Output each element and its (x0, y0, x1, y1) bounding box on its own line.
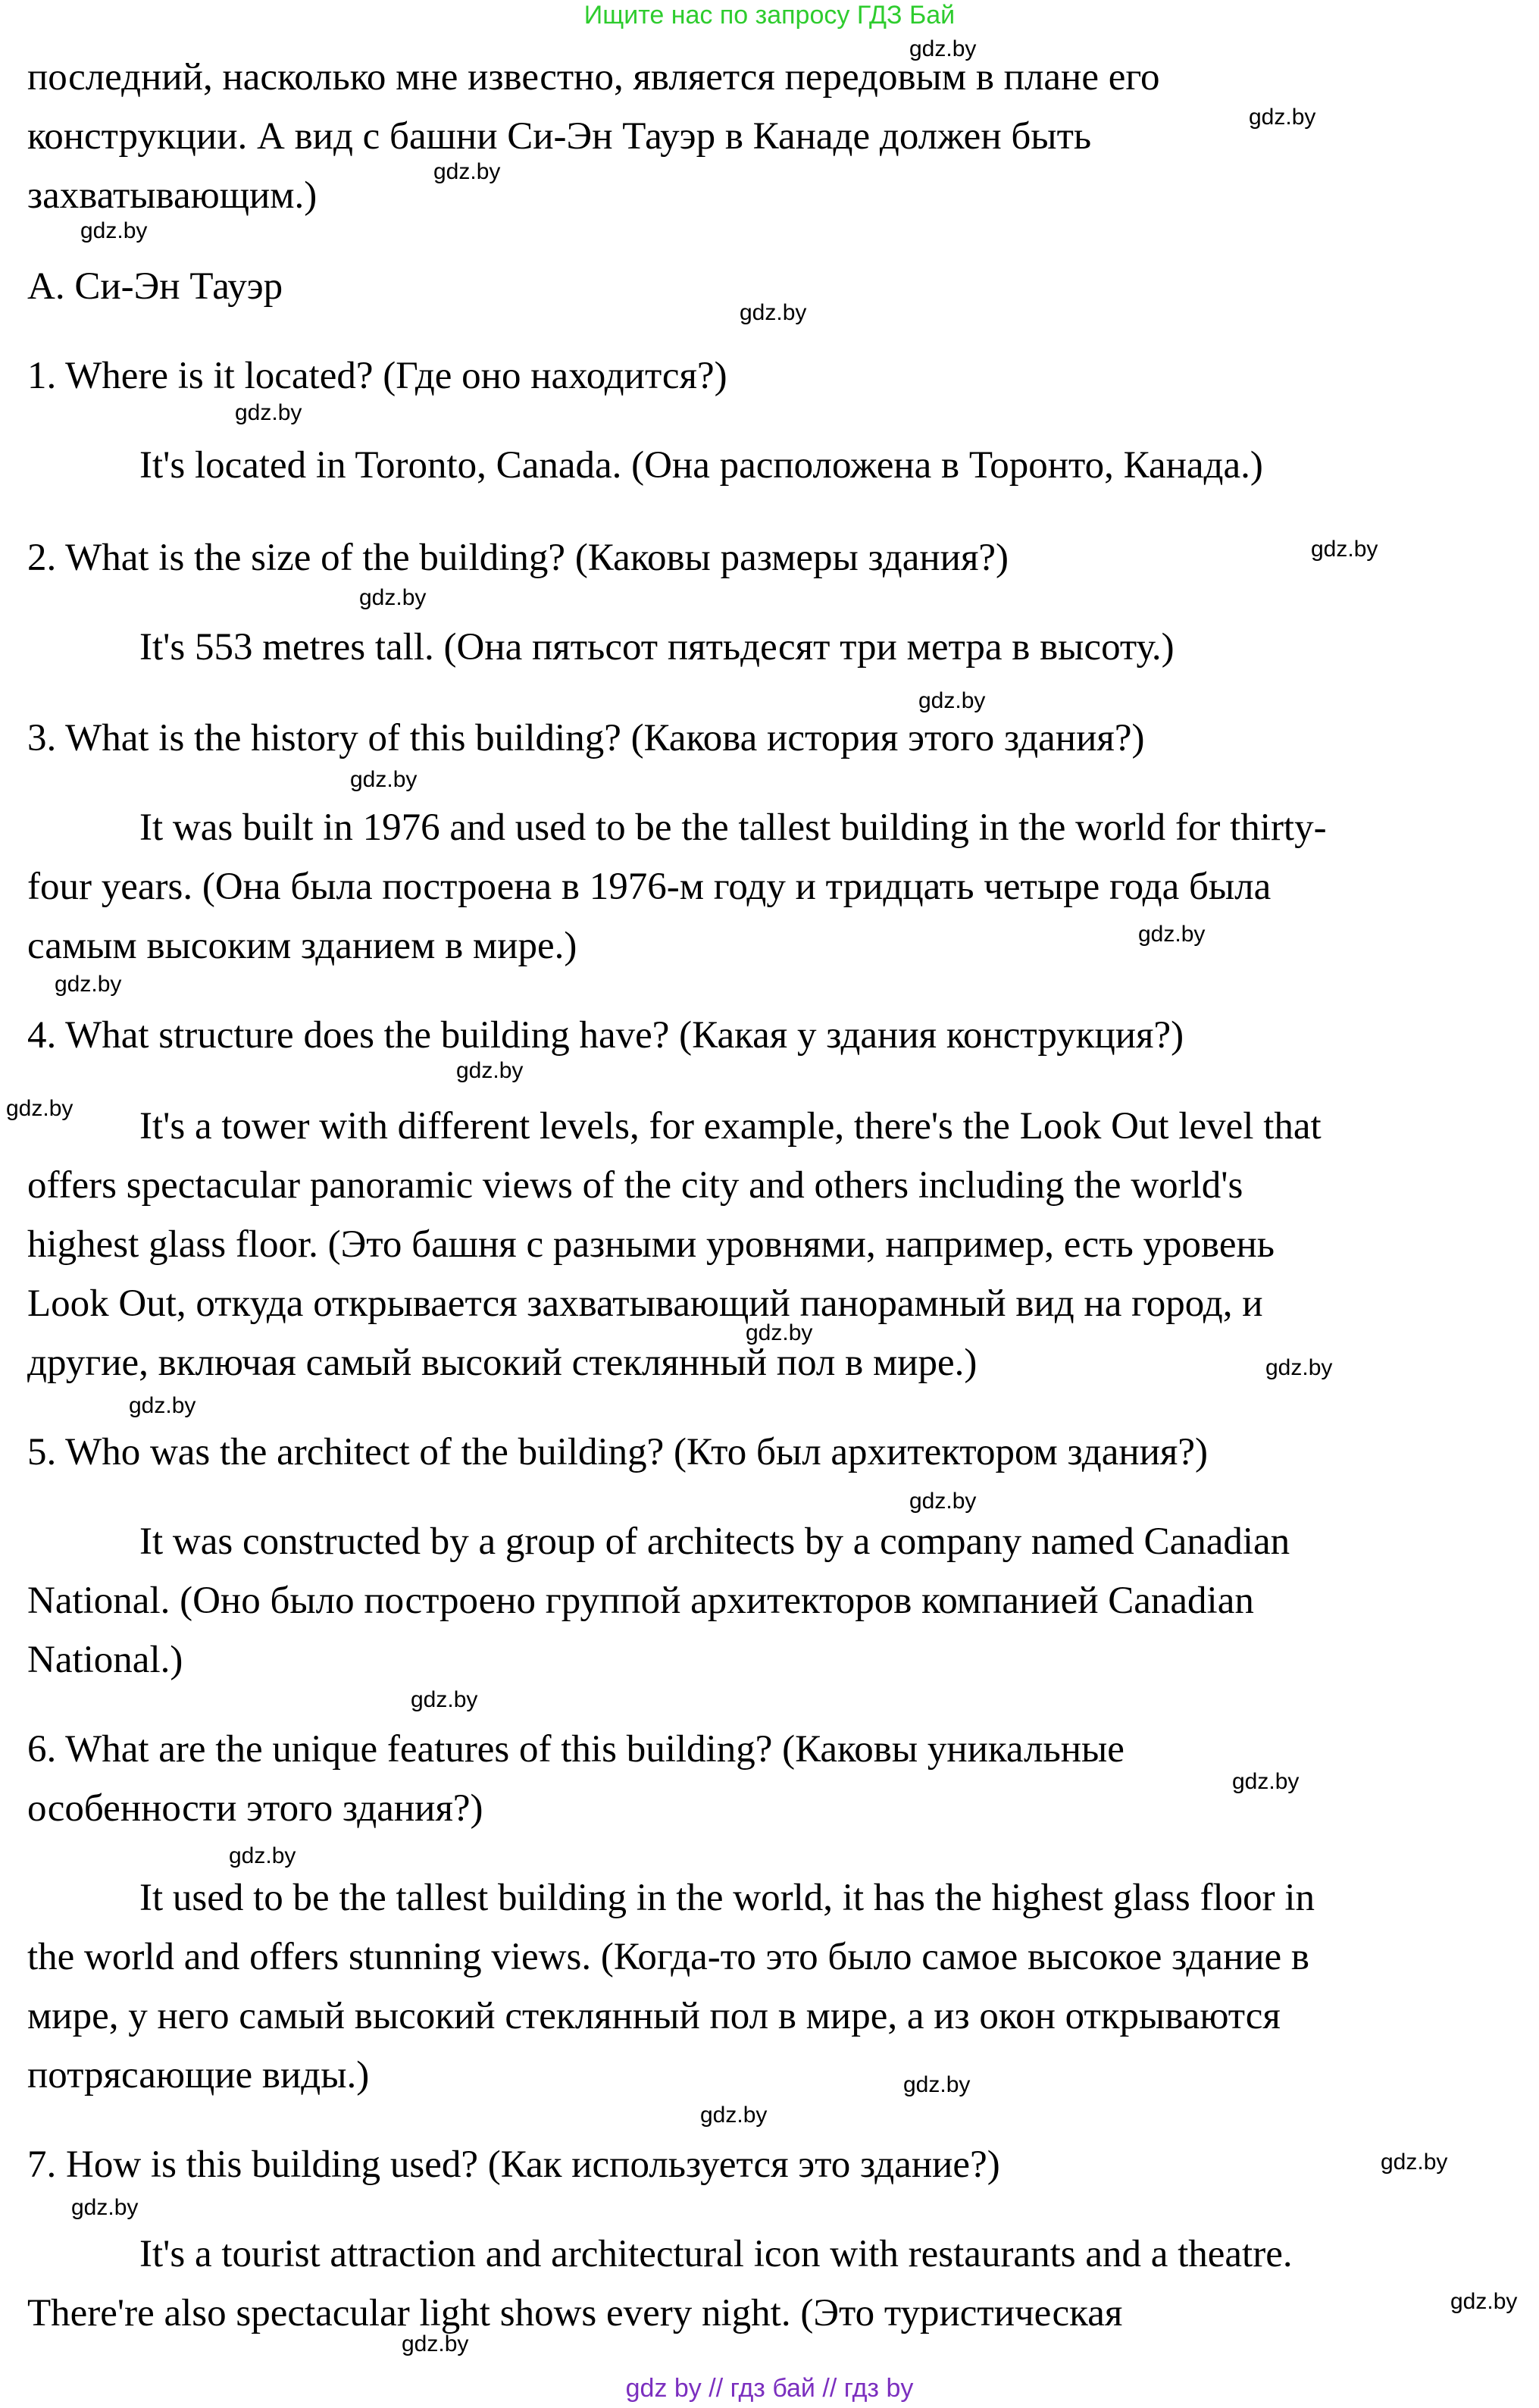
text-line: потрясающие виды.) (27, 2054, 370, 2096)
watermark: gdz.by (918, 688, 986, 713)
watermark: gdz.by (1138, 922, 1206, 947)
watermark: gdz.by (1265, 1355, 1333, 1380)
watermark: gdz.by (80, 218, 148, 243)
text-line: захватывающим.) (27, 174, 317, 217)
watermark: gdz.by (235, 400, 302, 425)
footer-links[interactable]: gdz by // гдз бай // гдз by (625, 2374, 914, 2403)
watermark: gdz.by (411, 1687, 478, 1712)
watermark: gdz.by (1232, 1769, 1300, 1794)
watermark: gdz.by (740, 300, 807, 325)
question-line: 2. What is the size of the building? (Каковы размеры здания?) (27, 537, 1009, 579)
answer-line: It used to be the tallest building in the world, it has the highest glass floor in (139, 1877, 1315, 1919)
watermark: gdz.by (1381, 2150, 1448, 2175)
watermark: gdz.by (359, 585, 427, 610)
question-line: 6. What are the unique features of this building? (Каковы уникальные (27, 1728, 1125, 1771)
answer-line: It's a tourist attraction and architectural icon with restaurants and a theatre. (139, 2233, 1293, 2275)
text-line: самым высоким зданием в мире.) (27, 925, 577, 967)
watermark: gdz.by (909, 36, 977, 61)
watermark: gdz.by (55, 972, 122, 997)
text-line: National. (Оно было построено группой архитекторов компанией Canadian (27, 1580, 1254, 1622)
text-line: highest glass floor. (Это башня с разными уровнями, например, есть уровень (27, 1223, 1275, 1266)
watermark: gdz.by (909, 1489, 977, 1514)
text-line: конструкции. А вид с башни Си-Эн Тауэр в Канаде должен быть (27, 115, 1092, 158)
text-line: National.) (27, 1639, 183, 1681)
watermark: gdz.by (746, 1320, 813, 1345)
text-line: Look Out, откуда открывается захватывающий панорамный вид на город, и (27, 1282, 1263, 1325)
text-line: offers spectacular panoramic views of the city and others including the world's (27, 1164, 1243, 1207)
question-line: 5. Who was the architect of the building? (Кто был архитектором здания?) (27, 1431, 1208, 1473)
question-line: 3. What is the history of this building? (Какова история этого здания?) (27, 717, 1145, 759)
answer-line: It was built in 1976 and used to be the tallest building in the world for thirty- (139, 806, 1327, 849)
watermark: gdz.by (350, 767, 418, 792)
top-banner[interactable]: Ищите нас по запросу ГДЗ Бай (583, 1, 956, 30)
text-line: the world and offers stunning views. (Когда-то это было самое высокое здание в (27, 1936, 1310, 1978)
watermark: gdz.by (402, 2331, 469, 2356)
question-line: 1. Where is it located? (Где оно находится?) (27, 355, 727, 397)
text-line: другие, включая самый высокий стеклянный пол в мире.) (27, 1342, 978, 1384)
watermark: gdz.by (129, 1393, 196, 1418)
watermark: gdz.by (229, 1843, 296, 1868)
text-line: последний, насколько мне известно, является передовым в плане его (27, 56, 1160, 99)
answer-line: It's a tower with different levels, for example, there's the Look Out level that (139, 1105, 1322, 1148)
question-line: 7. How is this building used? (Как используется это здание?) (27, 2143, 1000, 2186)
text-line: four years. (Она была построена в 1976-м году и тридцать четыре года была (27, 866, 1272, 908)
text-line: There're also spectacular light shows every night. (Это туристическая (27, 2292, 1123, 2334)
watermark: gdz.by (433, 159, 501, 184)
watermark: gdz.by (1249, 105, 1316, 130)
answer-line: It's located in Toronto, Canada. (Она расположена в Торонто, Канада.) (139, 444, 1263, 487)
text-line: мире, у него самый высокий стеклянный пол в мире, а из окон открываются (27, 1995, 1281, 2037)
answer-line: It's 553 metres tall. (Она пятьсот пятьдесят три метра в высоту.) (139, 626, 1175, 669)
watermark: gdz.by (1311, 537, 1378, 562)
text-line: особенности этого здания?) (27, 1787, 483, 1830)
question-line: 4. What structure does the building have? (Какая у здания конструкция?) (27, 1014, 1184, 1057)
answer-line: It was constructed by a group of architects by a company named Canadian (139, 1520, 1290, 1563)
watermark: gdz.by (700, 2103, 768, 2128)
watermark: gdz.by (1450, 2289, 1518, 2314)
watermark: gdz.by (903, 2072, 971, 2097)
watermark: gdz.by (71, 2195, 139, 2220)
watermark: gdz.by (456, 1058, 524, 1083)
section-heading: A. Си-Эн Тауэр (27, 265, 283, 308)
watermark: gdz.by (6, 1096, 74, 1121)
